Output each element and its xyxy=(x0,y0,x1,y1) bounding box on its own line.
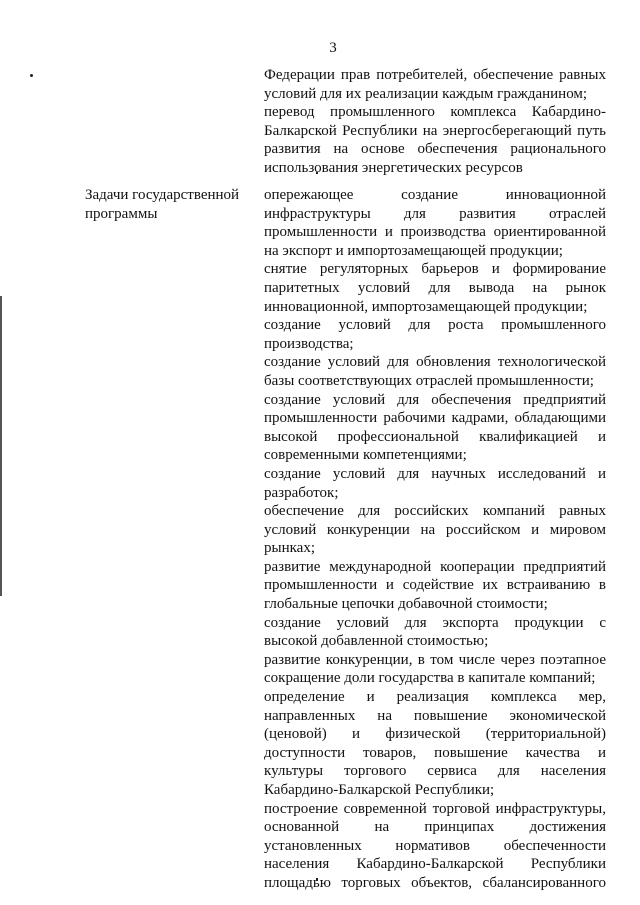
task-text-line: построение современной торговой инфраструктуры, xyxy=(264,800,606,817)
task-text-line: создание условий для роста промышленного xyxy=(264,317,606,334)
task-text-line: обеспечение для российских компаний равных xyxy=(264,503,606,520)
section-tasks-text xyxy=(264,186,606,893)
task-text-line: установленных нормативов обеспеченности xyxy=(264,837,606,854)
task-text-line: снятие регуляторных барьеров и формирование xyxy=(264,261,606,278)
task-text-line: инфраструктуры для развития отраслей xyxy=(264,205,606,222)
task-text-line: опережающее создание инновационной xyxy=(264,187,606,203)
task-text-line: промышленности рабочими кадрами, обладающими xyxy=(264,410,606,427)
section-label-line-1: Задачи государственной xyxy=(85,187,240,203)
task-text-line: (ценовой) и физической (территориальной) xyxy=(264,726,606,743)
task-text-line: культуры торгового сервиса для населения xyxy=(264,763,606,780)
task-text-line: направленных на повышение экономической xyxy=(264,707,606,724)
task-text-line: базы соответствующих отраслей промышленности; xyxy=(264,372,594,389)
task-text-line: глобальные цепочки добавочной стоимости; xyxy=(264,596,548,613)
continuation-text xyxy=(264,66,606,178)
task-text-line: развитие конкуренции, в том числе через поэтапное xyxy=(264,651,606,668)
continuation-text-line: перевод промышленного комплекса Кабардино- xyxy=(264,104,606,121)
task-text-line: современными компетенциями; xyxy=(264,447,467,464)
page-number: 3 xyxy=(329,40,337,56)
task-text-line: промышленности и содействие их встраиванию в xyxy=(264,577,606,594)
continuation-text-line: развития на основе обеспечения рационального xyxy=(264,141,606,158)
continuation-text-line: Федерации прав потребителей, обеспечение равных xyxy=(264,67,606,83)
continuation-text-line: Балкарской Республики на энергосберегающий путь xyxy=(264,122,606,139)
task-text-line: паритетных условий для вывода на рынок xyxy=(264,279,606,296)
scan-mark-left-dot xyxy=(30,74,33,77)
task-text-line: промышленности и производства ориентированной xyxy=(264,224,606,241)
task-text-line: высокой профессиональной квалификацией и xyxy=(264,428,606,445)
task-text-line: создание условий для научных исследований и xyxy=(264,465,606,482)
section-label-line-2: программы xyxy=(85,205,158,222)
task-text-line: создание условий для экспорта продукции с xyxy=(264,614,606,631)
task-text-line: основанной на принципах достижения xyxy=(264,819,606,836)
task-text-line: создание условий для обеспечения предприятий xyxy=(264,391,606,408)
task-text-line: создание условий для обновления технологической xyxy=(264,354,606,371)
task-text-line: высокой добавленной стоимостью; xyxy=(264,633,489,650)
task-text-line: определение и реализация комплекса мер, xyxy=(264,689,606,706)
task-text-line: населения Кабардино-Балкарской Республики xyxy=(264,856,606,873)
task-text-line: сокращение доли государства в капитале компаний; xyxy=(264,670,596,687)
task-text-line: рынках; xyxy=(264,540,315,557)
task-text-line: на экспорт и импортозамещающей продукции; xyxy=(264,242,563,259)
scan-mark-left-edge xyxy=(0,296,2,596)
task-text-line: доступности товаров, повышение качества и xyxy=(264,744,606,761)
continuation-text-line: условий для их реализации каждым гражданином; xyxy=(264,85,588,102)
section-label xyxy=(85,186,260,223)
task-text-line: производства; xyxy=(264,335,354,352)
task-text-line: Кабардино-Балкарской Республики; xyxy=(264,782,495,798)
task-text-line: площадью торговых объектов, сбалансированного xyxy=(264,874,606,891)
task-text-line: развитие международной кооперации предприятий xyxy=(264,558,606,575)
task-text-line: разработок; xyxy=(264,484,339,501)
task-text-line: инновационной, импортозамещающей продукции; xyxy=(264,298,588,315)
task-text-line: условий конкуренции на российском и мировом xyxy=(264,521,606,538)
continuation-text-line: использования энергетических ресурсов xyxy=(264,159,523,176)
